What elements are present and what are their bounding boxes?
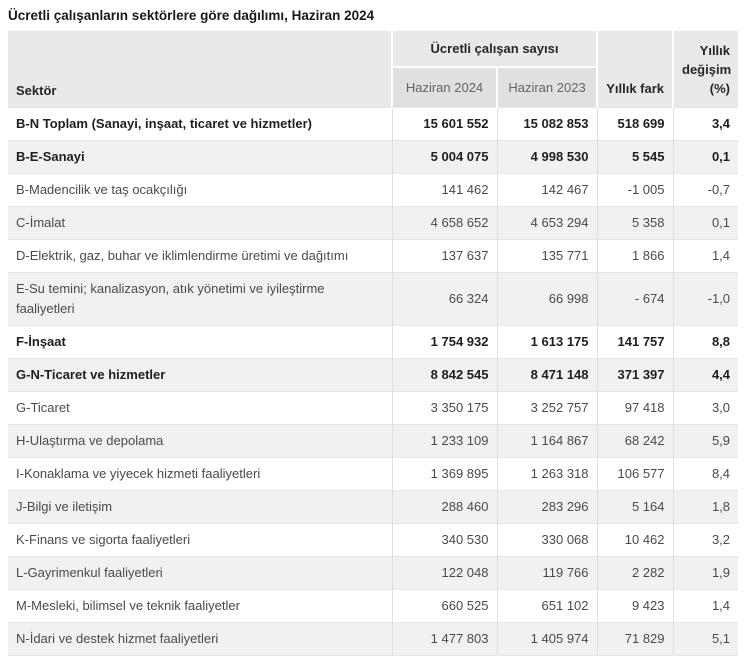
value-annual-change-pct: 1,9 (673, 557, 738, 590)
value-annual-diff: 9 423 (597, 590, 673, 623)
value-june-2024: 8 842 545 (392, 359, 497, 392)
value-annual-change-pct: -1,0 (673, 273, 738, 326)
value-june-2023: 330 068 (497, 524, 597, 557)
value-annual-change-pct: 5,9 (673, 425, 738, 458)
value-june-2023: 66 998 (497, 273, 597, 326)
value-annual-diff: 68 242 (597, 425, 673, 458)
value-june-2024: 660 525 (392, 590, 497, 623)
value-june-2024: 141 462 (392, 174, 497, 207)
column-header-annual-change-pct: Yıllık değişim (%) (673, 31, 738, 108)
value-june-2024: 1 477 803 (392, 623, 497, 656)
sector-cell: N-İdari ve destek hizmet faaliyetleri (8, 623, 392, 656)
table-row-trade (8, 392, 738, 425)
column-header-employee-count-group: Ücretli çalışan sayısı (392, 31, 597, 67)
sector-employees-table (8, 31, 738, 656)
value-annual-diff: 5 358 (597, 207, 673, 240)
sector-cell: D-Elektrik, gaz, buhar ve iklimlendirme üretimi ve dağıtımı (8, 240, 392, 273)
value-annual-change-pct: -0,7 (673, 174, 738, 207)
table-row-electricity-gas (8, 240, 738, 273)
value-june-2023: 4 998 530 (497, 141, 597, 174)
value-annual-change-pct: 4,4 (673, 359, 738, 392)
value-june-2023: 15 082 853 (497, 108, 597, 141)
sector-cell: J-Bilgi ve iletişim (8, 491, 392, 524)
value-annual-diff: 5 545 (597, 141, 673, 174)
value-june-2023: 1 164 867 (497, 425, 597, 458)
table-row-manufacturing (8, 207, 738, 240)
value-june-2024: 66 324 (392, 273, 497, 326)
sector-cell: E-Su temini; kanalizasyon, atık yönetimi ve iyileştirme faaliyetleri (8, 273, 392, 326)
value-annual-diff: - 674 (597, 273, 673, 326)
value-june-2024: 1 369 895 (392, 458, 497, 491)
sector-cell: I-Konaklama ve yiyecek hizmeti faaliyetleri (8, 458, 392, 491)
table-row-accommodation-food (8, 458, 738, 491)
table-body (8, 108, 738, 656)
value-annual-diff: 1 866 (597, 240, 673, 273)
value-annual-change-pct: 0,1 (673, 207, 738, 240)
table-row-total-b-n (8, 108, 738, 141)
value-june-2023: 135 771 (497, 240, 597, 273)
value-june-2024: 1 754 932 (392, 326, 497, 359)
column-header-june-2023: Haziran 2023 (497, 67, 597, 108)
value-annual-change-pct: 5,1 (673, 623, 738, 656)
sector-cell: B-E-Sanayi (8, 141, 392, 174)
value-annual-diff: 71 829 (597, 623, 673, 656)
table-row-real-estate (8, 557, 738, 590)
value-june-2023: 1 405 974 (497, 623, 597, 656)
column-header-sector: Sektör (8, 31, 392, 108)
table-header (8, 31, 738, 108)
table-row-administrative-support (8, 623, 738, 656)
column-header-june-2024: Haziran 2024 (392, 67, 497, 108)
value-annual-change-pct: 3,0 (673, 392, 738, 425)
sector-cell: H-Ulaştırma ve depolama (8, 425, 392, 458)
value-annual-diff: 141 757 (597, 326, 673, 359)
value-june-2023: 8 471 148 (497, 359, 597, 392)
value-annual-change-pct: 1,4 (673, 590, 738, 623)
value-june-2024: 3 350 175 (392, 392, 497, 425)
value-annual-diff: 97 418 (597, 392, 673, 425)
sector-cell: K-Finans ve sigorta faaliyetleri (8, 524, 392, 557)
sector-cell: L-Gayrimenkul faaliyetleri (8, 557, 392, 590)
table-row-information-communication (8, 491, 738, 524)
table-row-professional-scientific (8, 590, 738, 623)
value-june-2024: 137 637 (392, 240, 497, 273)
value-annual-diff: 518 699 (597, 108, 673, 141)
value-june-2023: 4 653 294 (497, 207, 597, 240)
value-june-2023: 119 766 (497, 557, 597, 590)
value-june-2023: 1 613 175 (497, 326, 597, 359)
value-june-2023: 651 102 (497, 590, 597, 623)
value-june-2024: 1 233 109 (392, 425, 497, 458)
value-annual-diff: 371 397 (597, 359, 673, 392)
table-row-industry-b-e (8, 141, 738, 174)
table-row-trade-services-g-n (8, 359, 738, 392)
value-annual-change-pct: 8,8 (673, 326, 738, 359)
value-june-2024: 15 601 552 (392, 108, 497, 141)
value-annual-change-pct: 3,4 (673, 108, 738, 141)
value-annual-diff: 5 164 (597, 491, 673, 524)
value-june-2023: 283 296 (497, 491, 597, 524)
sector-cell: B-Madencilik ve taş ocakçılığı (8, 174, 392, 207)
value-annual-diff: 10 462 (597, 524, 673, 557)
value-annual-change-pct: 3,2 (673, 524, 738, 557)
sector-cell: C-İmalat (8, 207, 392, 240)
sector-cell: G-Ticaret (8, 392, 392, 425)
table-row-mining (8, 174, 738, 207)
sector-cell: G-N-Ticaret ve hizmetler (8, 359, 392, 392)
value-june-2024: 122 048 (392, 557, 497, 590)
value-annual-change-pct: 1,8 (673, 491, 738, 524)
table-row-construction (8, 326, 738, 359)
value-june-2023: 3 252 757 (497, 392, 597, 425)
sector-cell: F-İnşaat (8, 326, 392, 359)
value-annual-diff: 106 577 (597, 458, 673, 491)
table-row-transport-storage (8, 425, 738, 458)
page-title: Ücretli çalışanların sektörlere göre dağılımı, Haziran 2024 (8, 8, 375, 23)
value-annual-change-pct: 8,4 (673, 458, 738, 491)
value-annual-change-pct: 1,4 (673, 240, 738, 273)
sector-cell: B-N Toplam (Sanayi, inşaat, ticaret ve hizmetler) (8, 108, 392, 141)
value-june-2024: 288 460 (392, 491, 497, 524)
value-june-2024: 5 004 075 (392, 141, 497, 174)
value-annual-diff: -1 005 (597, 174, 673, 207)
value-june-2024: 340 530 (392, 524, 497, 557)
value-june-2024: 4 658 652 (392, 207, 497, 240)
table-row-water-supply (8, 273, 738, 326)
value-annual-change-pct: 0,1 (673, 141, 738, 174)
value-annual-diff: 2 282 (597, 557, 673, 590)
value-june-2023: 1 263 318 (497, 458, 597, 491)
value-june-2023: 142 467 (497, 174, 597, 207)
sector-cell: M-Mesleki, bilimsel ve teknik faaliyetler (8, 590, 392, 623)
table-row-finance-insurance (8, 524, 738, 557)
column-header-annual-diff: Yıllık fark (597, 31, 673, 108)
